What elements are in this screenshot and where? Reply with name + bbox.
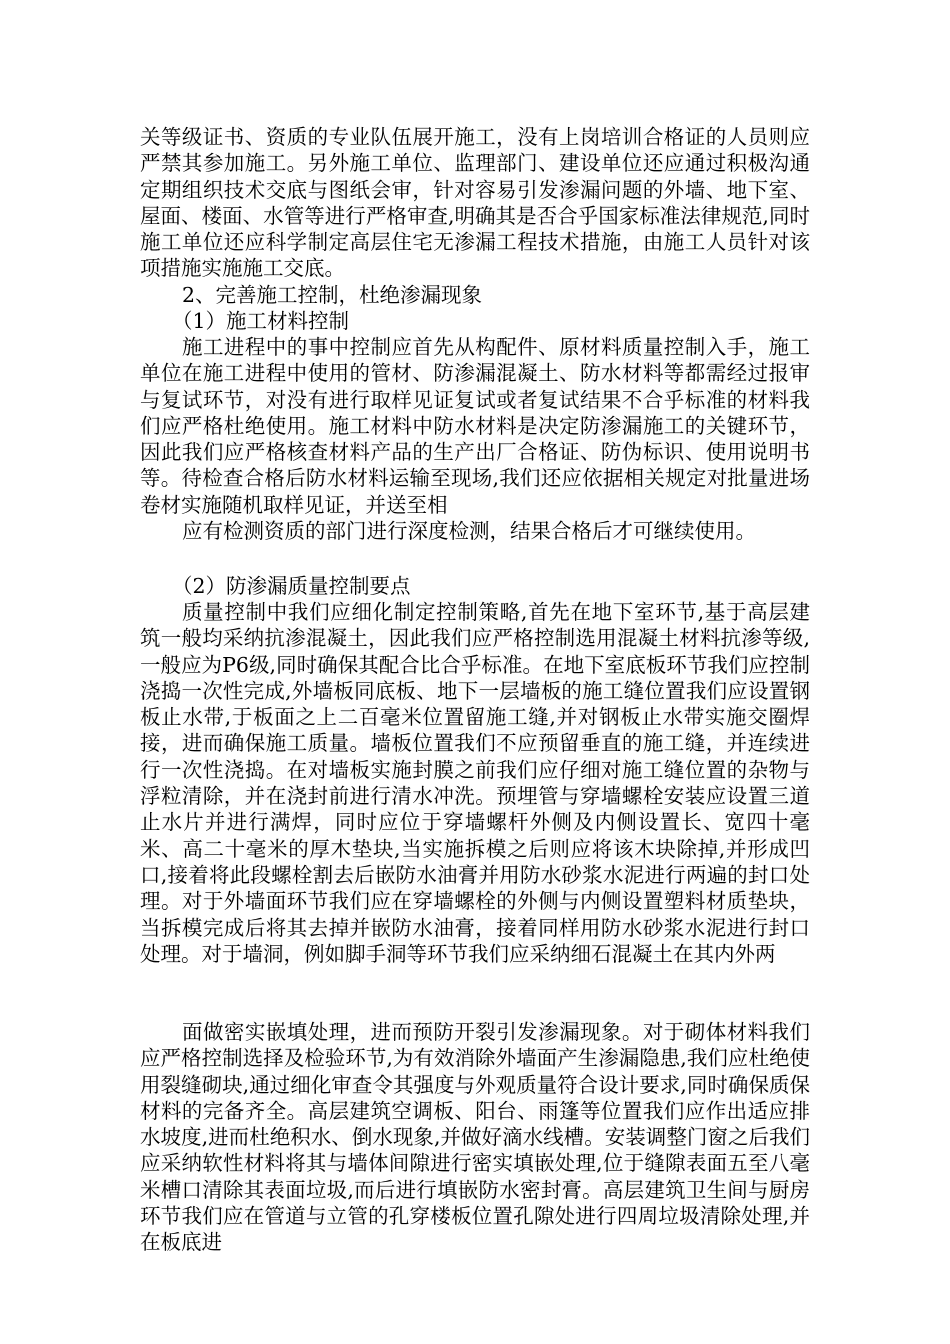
paragraph-material-control: 施工进程中的事中控制应首先从构配件、原材料质量控制入手，施工单位在施工进程中使用的管材、防渗漏混凝土、防水材料等都需经过报审与复试环节，对没有进行取样见证复试或者复试结果不合乎标准的材料我们应严格杜绝使用。施工材料中防水材料是决定防渗漏施工的关键环节，因此我们应严格核查材料产品的生产出厂合格证、防伪标识、使用说明书等。待检查合格后防水材料运输至现场,我们还应依据相关规定对批量进场卷材实施随机取样见证，并送至相: [140, 335, 810, 517]
subsection-heading-material-control: （1）施工材料控制: [172, 309, 350, 333]
paragraph-quality-control: 质量控制中我们应细化制定控制策略,首先在地下室环节,基于高层建筑一般均采纳抗渗混凝土，因此我们应严格控制选用混凝土材料抗渗等级,一般应为P6级,同时确保其配合比合乎标准。在地下室底板环节我们应控制浇捣一次性完成,外墙板同底板、地下一层墙板的施工缝位置我们应设置钢板止水带,于板面之上二百毫米位置留施工缝,并对钢板止水带实施交圈焊接，进而确保施工质量。墙板位置我们不应预留垂直的施工缝，并连续进行一次性浇捣。在对墙板实施封膜之前我们应仔细对施工缝位置的杂物与浮粒清除，并在浇封前进行清水冲洗。预埋管与穿墙螺栓安装应设置三道止水片并进行满焊，同时应位于穿墙螺杆外侧及内侧设置长、宽四十毫米、高二十毫米的厚木垫块,当实施拆模之后则应将该木块除掉,并形成凹口,接着将此段螺栓割去后嵌防水油膏并用防水砂浆水泥进行两遍的封口处理。对于外墙面环节我们应在穿墙螺栓的外侧与内侧设置塑料材质垫块，当拆模完成后将其去掉并嵌防水油膏，接着同样用防水砂浆水泥进行封口处理。对于墙洞，例如脚手洞等环节我们应采纳细石混凝土在其内外两: [140, 600, 810, 966]
paragraph-masonry-control: 面做密实嵌填处理，进而预防开裂引发渗漏现象。对于砌体材料我们应严格控制选择及检验环节,为有效消除外墙面产生渗漏隐患,我们应杜绝使用裂缝砌块,通过细化审查令其强度与外观质量符合设计要求,同时确保质保材料的完备齐全。高层建筑空调板、阳台、雨篷等位置我们应作出适应排水坡度,进而杜绝积水、倒水现象,并做好滴水线槽。安装调整门窗之后我们应采纳软性材料将其与墙体间隙进行密实填嵌处理,位于缝隙表面五至八毫米槽口清除其表面垃圾,而后进行填嵌防水密封膏。高层建筑卫生间与厨房环节我们应在管道与立管的孔穿楼板位置孔隙处进行四周垃圾清除处理,并在板底进: [140, 1020, 810, 1255]
paragraph-qualification: 关等级证书、资质的专业队伍展开施工，没有上岗培训合格证的人员则应严禁其参加施工。另外施工单位、监理部门、建设单位还应通过积极沟通定期组织技术交底与图纸会审，针对容易引发渗漏问题的外墙、地下室、屋面、楼面、水管等进行严格审查,明确其是否合乎国家标准法律规范,同时施工单位还应科学制定高层住宅无渗漏工程技术措施，由施工人员针对该项措施实施施工交底。: [140, 125, 810, 281]
section-heading-construction-control: 2、完善施工控制，杜绝渗漏现象: [182, 283, 483, 307]
paragraph-testing: 应有检测资质的部门进行深度检测，结果合格后才可继续使用。: [182, 519, 756, 543]
subsection-heading-quality-points: （2）防渗漏质量控制要点: [172, 574, 411, 598]
